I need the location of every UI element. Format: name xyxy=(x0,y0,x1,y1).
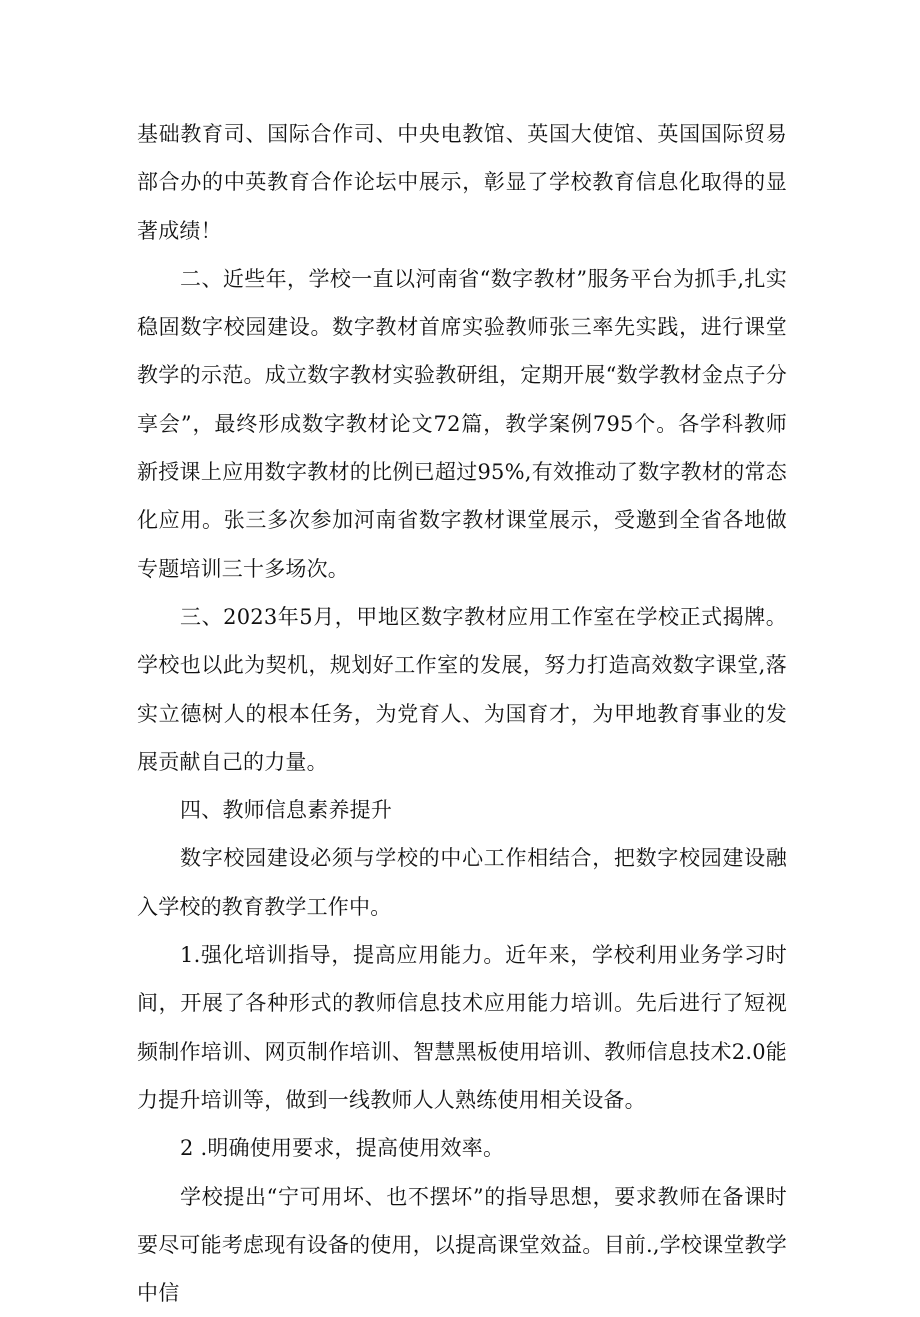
paragraph-digital-campus: 数字校园建设必须与学校的中心工作相结合，把数字校园建设融入学校的教育教学工作中。 xyxy=(137,846,787,919)
paragraph-guiding-idea: 学校提出“宁可用坏、也不摆坏”的指导思想，要求教师在备课时要尽可能考虑现有设备的使用，以提高课堂效益。目前.,学校课堂教学中信 xyxy=(137,1184,787,1306)
section-heading-four: 四、教师信息素养提升 xyxy=(180,798,393,823)
paragraph-training: 1.强化培训指导，提高应用能力。近年来，学校利用业务学习时间，开展了各种形式的教师信息技术应用能力培训。先后进行了短视频制作培训、网页制作培训、智慧黑板使用培训、教师信息技术2.0能力提升培训等，做到一线教师人人熟练使用相关设备。 xyxy=(137,943,787,1112)
paragraph-section-three: 三、2023年5月，甲地区数字教材应用工作室在学校正式揭牌。学校也以此为契机，规划好工作室的发展，努力打造高效数字课堂,落实立德树人的根本任务，为党育人、为国育才，为甲地教育事业的发展贡献自己的力量。 xyxy=(137,604,787,774)
paragraph-continuation: 基础教育司、国际合作司、中央电教馆、英国大使馆、英国国际贸易部合办的中英教育合作论坛中展示，彰显了学校教育信息化取得的显著成绩！ xyxy=(137,122,787,243)
paragraph-usage-requirement: 2 .明确使用要求，提高使用效率。 xyxy=(180,1136,505,1161)
paragraph-section-two: 二、近些年，学校一直以河南省“数字教材”服务平台为抓手,扎实稳固数字校园建设。数字教材首席实验教师张三率先实践，进行课堂教学的示范。成立数字教材实验教研组，定期开展“数学教材金点子分享会”，最终形成数字教材论文72篇，教学案例795个。各学科教师新授课上应用数字教材的比例已超过95%,有效推动了数字教材的常态化应用。张三多次参加河南省数字教材课堂展示，受邀到全省各地做专题培训三十多场次。 xyxy=(137,266,787,581)
document-body xyxy=(137,110,787,1317)
